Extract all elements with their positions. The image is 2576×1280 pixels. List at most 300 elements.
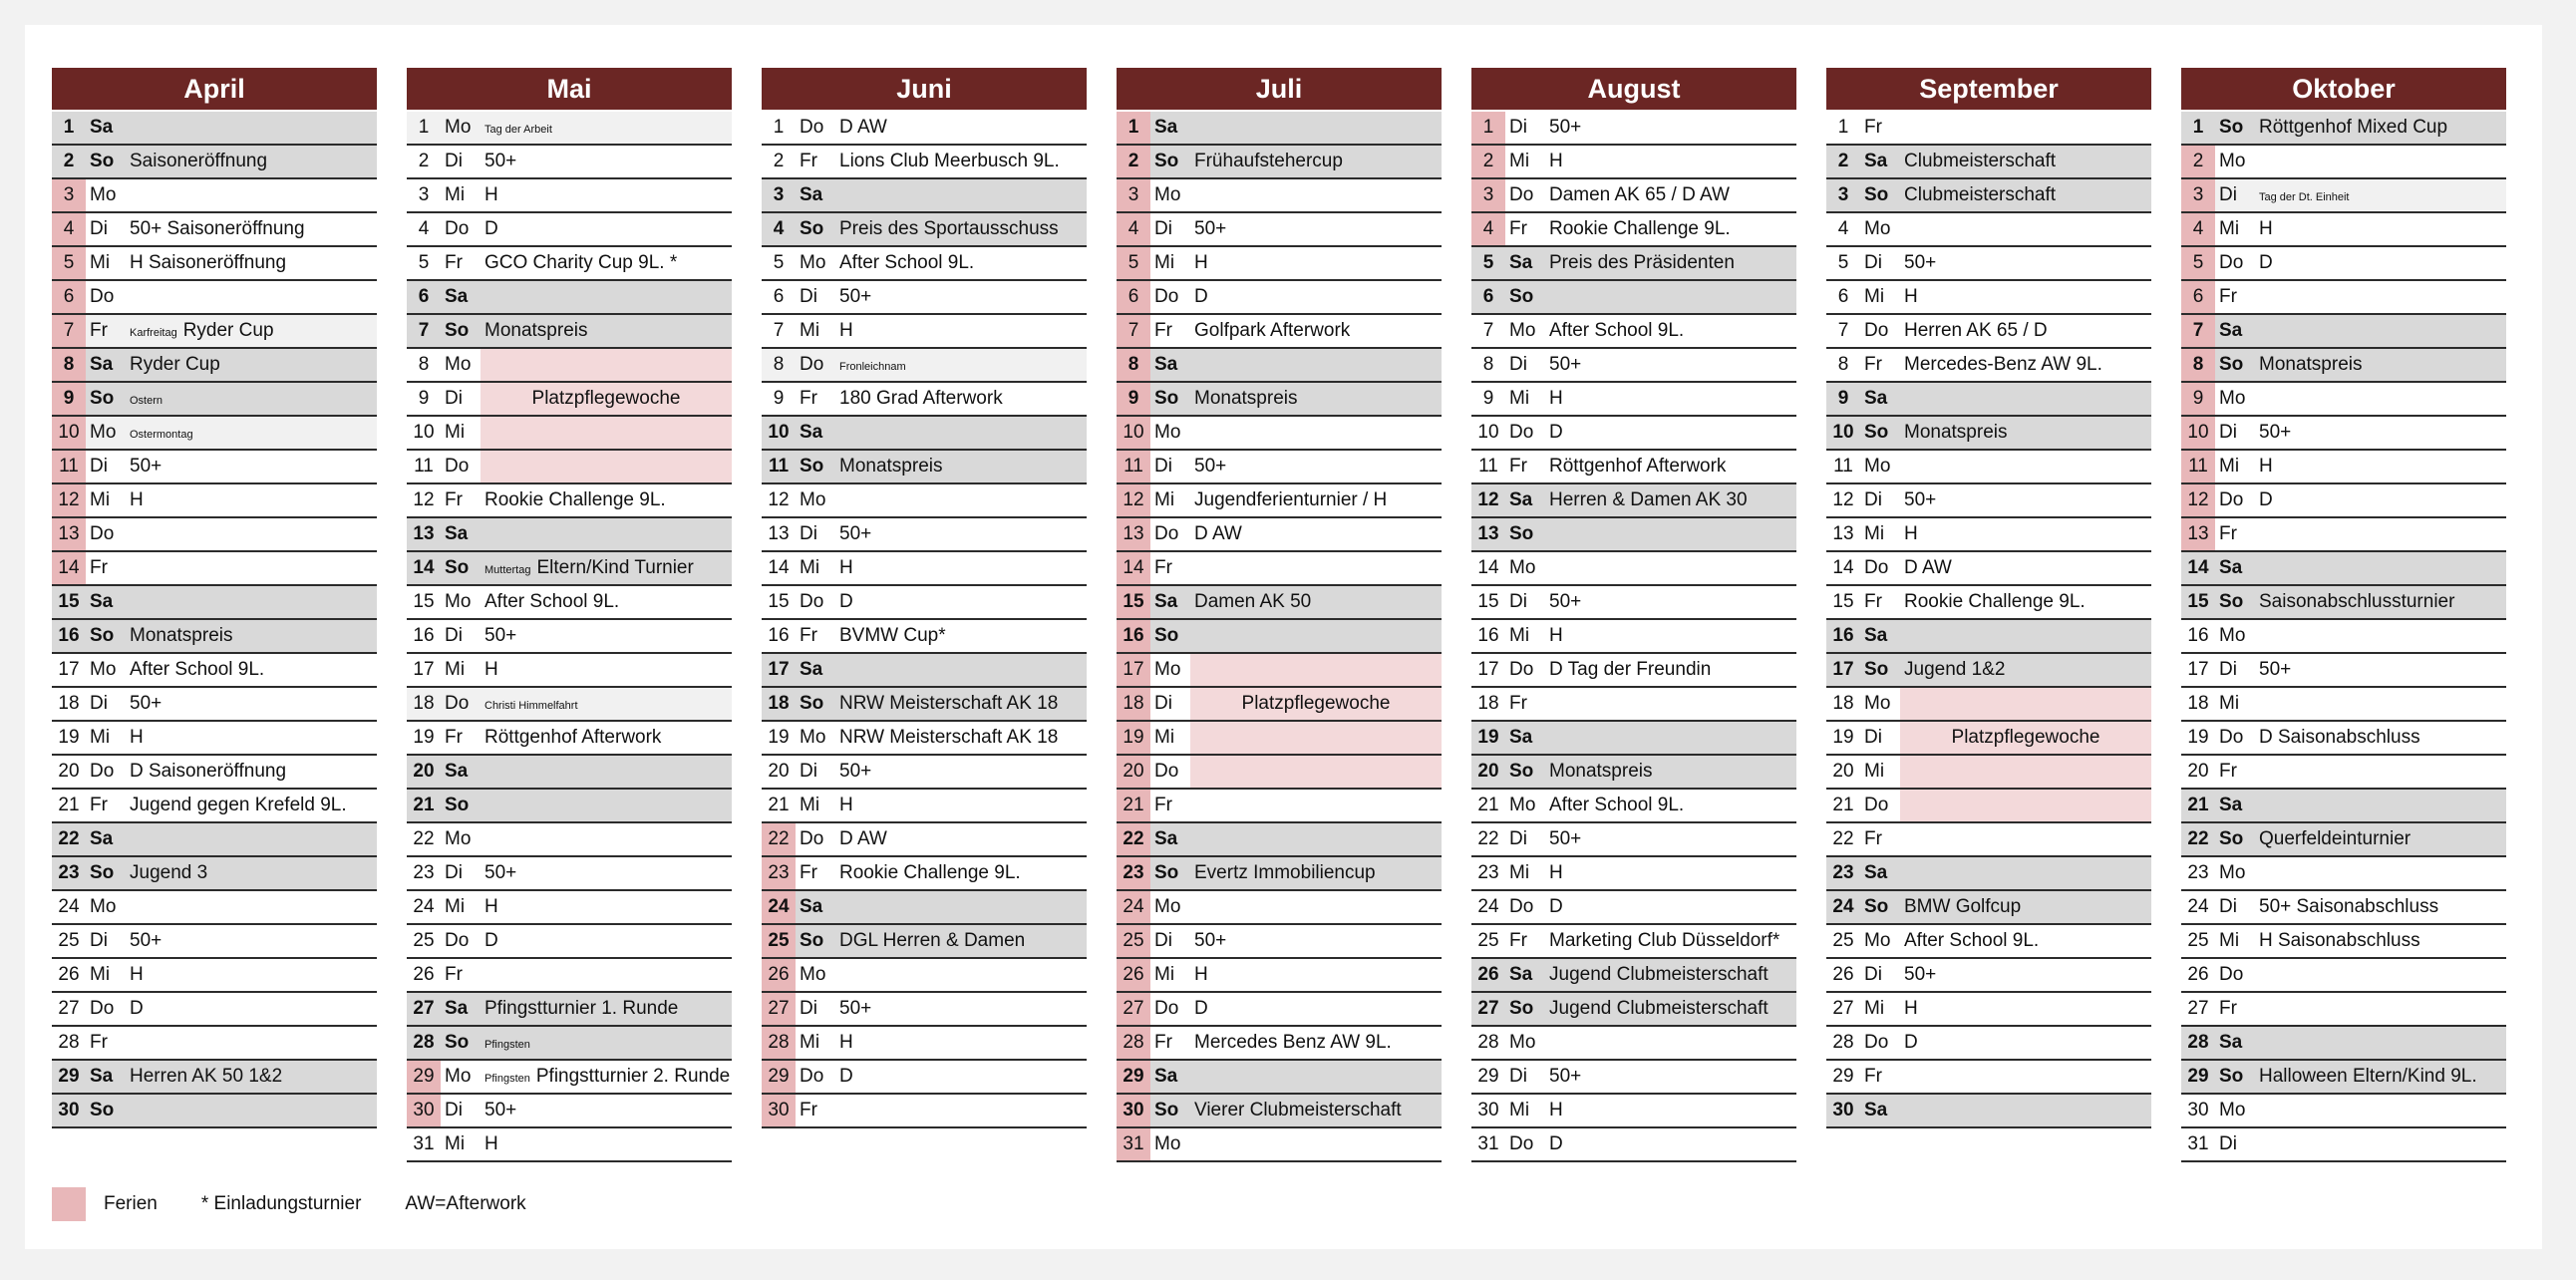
weekday: Sa (1154, 1066, 1178, 1087)
weekday: Mi (2219, 693, 2240, 714)
day-row (762, 823, 1087, 857)
day-number: 17 (2187, 659, 2209, 680)
weekday: Mo (1864, 930, 1891, 951)
platzpflege-label: Platzpflegewoche (1951, 727, 2100, 748)
day-number: 23 (762, 857, 796, 889)
day-row (2181, 756, 2506, 790)
weekday: Do (1154, 998, 1179, 1019)
day-number: 9 (1837, 388, 1849, 409)
day-number: 13 (1832, 523, 1854, 544)
day-number: 11 (768, 456, 790, 477)
day-number: 23 (2187, 862, 2209, 883)
weekday: Fr (800, 1100, 817, 1120)
day-number: 4 (1117, 213, 1150, 245)
event-text (1545, 795, 1796, 816)
day-number: 14 (768, 557, 790, 578)
event-label: D (1549, 1133, 1563, 1154)
day-row (407, 993, 732, 1027)
day-row (407, 620, 732, 654)
day-number: 19 (58, 727, 80, 748)
event-label: Herren & Damen AK 30 (1549, 489, 1748, 510)
event-text (481, 1032, 732, 1054)
day-number: 7 (773, 320, 785, 341)
day-row (1471, 451, 1796, 484)
day-row (1471, 1128, 1796, 1162)
weekday: Di (445, 862, 463, 883)
day-number: 2 (1471, 146, 1505, 177)
day-row (2181, 484, 2506, 518)
day-row (407, 959, 732, 993)
weekday: Do (1864, 795, 1889, 815)
weekday: Do (1509, 422, 1534, 443)
event-label: H (839, 557, 853, 578)
event-label: D (1194, 998, 1208, 1019)
weekday: Di (1864, 489, 1882, 510)
event-label: H (1904, 286, 1918, 307)
weekday: Di (1509, 117, 1527, 138)
event-label: Ryder Cup (182, 320, 274, 341)
day-number: 19 (413, 727, 435, 748)
weekday: So (1154, 1100, 1179, 1120)
weekday: Mi (2219, 930, 2240, 951)
event-text (1900, 422, 2151, 444)
weekday: Di (1864, 252, 1882, 273)
day-number: 29 (58, 1066, 80, 1087)
day-number: 10 (2181, 417, 2215, 449)
day-number: 10 (1477, 422, 1499, 443)
event-label: 50+ (839, 523, 872, 544)
day-number: 15 (1477, 591, 1499, 612)
event-text (835, 354, 1087, 376)
event-label: D (839, 591, 853, 612)
day-number: 2 (63, 151, 75, 171)
event-label: D (484, 218, 498, 239)
weekday: Do (1509, 659, 1534, 680)
event-label: Jugend gegen Krefeld 9L. (130, 795, 347, 815)
day-row (407, 1128, 732, 1162)
event-label: Saisonabschlussturnier (2259, 591, 2455, 612)
weekday: Mi (1509, 1100, 1530, 1120)
event-text (126, 795, 377, 816)
event-text (2255, 591, 2506, 613)
day-row (1117, 688, 1442, 722)
day-number: 24 (1832, 896, 1854, 917)
day-number: 6 (1837, 286, 1849, 307)
event-label: H (1549, 151, 1563, 171)
day-row (407, 484, 732, 518)
day-row (1117, 959, 1442, 993)
weekday: So (90, 625, 115, 646)
weekday: Mi (445, 1133, 466, 1154)
month-column (1117, 68, 1442, 1162)
event-text (126, 998, 377, 1020)
event-text (481, 252, 732, 274)
weekday: Fr (1864, 591, 1882, 612)
weekday: Do (2219, 252, 2244, 273)
event-label: NRW Meisterschaft AK 18 (839, 727, 1059, 748)
weekday: Do (1154, 286, 1179, 307)
day-row (1471, 1027, 1796, 1061)
day-number: 8 (2181, 349, 2215, 381)
weekday: Di (1154, 456, 1172, 477)
day-number: 26 (762, 959, 796, 991)
event-text (1190, 218, 1442, 240)
day-row (1826, 586, 2151, 620)
day-row (1826, 518, 2151, 552)
day-row (52, 654, 377, 688)
day-row (407, 451, 732, 484)
weekday: Di (445, 625, 463, 646)
day-row (1471, 823, 1796, 857)
weekday: Mi (90, 727, 111, 748)
month-column (2181, 68, 2506, 1162)
weekday: Sa (445, 998, 469, 1019)
day-row (52, 1061, 377, 1095)
day-row (52, 790, 377, 823)
day-row (1471, 790, 1796, 823)
event-text (1545, 184, 1796, 206)
event-text (481, 489, 732, 511)
day-number: 13 (768, 523, 790, 544)
day-row (762, 620, 1087, 654)
event-text (126, 320, 377, 342)
event-text (835, 998, 1087, 1020)
event-text (481, 417, 732, 449)
event-label: Jugend Clubmeisterschaft (1549, 998, 1769, 1019)
day-row (52, 383, 377, 417)
day-number: 24 (762, 891, 796, 923)
event-label: 50+ (1904, 252, 1937, 273)
day-row (52, 959, 377, 993)
day-row (52, 1027, 377, 1061)
weekday: So (2219, 591, 2244, 612)
event-label: Jugend Clubmeisterschaft (1549, 964, 1769, 985)
day-row (1117, 451, 1442, 484)
day-row (1826, 620, 2151, 654)
weekday: So (800, 456, 824, 477)
day-row (1117, 146, 1442, 179)
weekday: Do (2219, 964, 2244, 985)
weekday: Fr (1864, 117, 1882, 138)
day-row (52, 756, 377, 790)
weekday: Di (1509, 354, 1527, 375)
event-text (1900, 722, 2151, 754)
platzpflege-label: Platzpflegewoche (531, 388, 681, 409)
weekday: Do (90, 286, 115, 307)
weekday: Sa (90, 828, 114, 849)
event-text (126, 727, 377, 749)
event-text (1545, 659, 1796, 681)
day-row (52, 417, 377, 451)
weekday: Do (1864, 1032, 1889, 1053)
weekday: Mo (1864, 218, 1891, 239)
holiday-label: Pfingsten (484, 1039, 530, 1051)
weekday: Fr (1509, 456, 1527, 477)
event-label: 50+ Saisonabschluss (2259, 896, 2439, 917)
weekday: Mi (1864, 998, 1885, 1019)
day-row (52, 213, 377, 247)
day-row (1117, 112, 1442, 146)
day-row (52, 688, 377, 722)
day-row (2181, 790, 2506, 823)
event-label: H (1549, 862, 1563, 883)
day-row (1826, 722, 2151, 756)
day-number: 30 (1832, 1100, 1854, 1120)
event-label: Monatspreis (130, 625, 233, 646)
weekday: Fr (445, 727, 463, 748)
event-label: H (484, 659, 498, 680)
event-text (481, 930, 732, 952)
day-number: 24 (1117, 891, 1150, 923)
day-row (1826, 654, 2151, 688)
day-row (762, 722, 1087, 756)
event-label: Monatspreis (1194, 388, 1298, 409)
event-label: H (2259, 456, 2273, 477)
event-label: Mercedes-Benz AW 9L. (1904, 354, 2102, 375)
event-label: D (839, 1066, 853, 1087)
day-number: 1 (2192, 117, 2204, 138)
event-label: Röttgenhof Afterwork (1549, 456, 1727, 477)
event-label: BMW Golfcup (1904, 896, 2022, 917)
weekday: Mi (445, 896, 466, 917)
day-row (762, 247, 1087, 281)
day-row (1826, 349, 2151, 383)
day-row (407, 823, 732, 857)
day-row (1117, 925, 1442, 959)
event-text (126, 151, 377, 172)
event-label: After School 9L. (1904, 930, 2040, 951)
day-row (52, 451, 377, 484)
day-row (1471, 146, 1796, 179)
weekday: So (2219, 117, 2244, 138)
event-label: Jugend 1&2 (1904, 659, 2006, 680)
event-text (1190, 998, 1442, 1020)
weekday: Mo (90, 422, 117, 443)
weekday: So (90, 151, 115, 171)
day-number: 3 (2181, 179, 2215, 211)
event-text (1545, 489, 1796, 511)
day-number: 17 (768, 659, 790, 680)
day-row (2181, 112, 2506, 146)
event-label: Mercedes Benz AW 9L. (1194, 1032, 1392, 1053)
event-text (1190, 252, 1442, 274)
day-number: 25 (1117, 925, 1150, 957)
event-label: Monatspreis (2259, 354, 2363, 375)
day-number: 24 (58, 896, 80, 917)
weekday: Di (800, 998, 817, 1019)
event-text (835, 1032, 1087, 1054)
day-rows (2181, 112, 2506, 1162)
day-number: 31 (2187, 1133, 2209, 1154)
weekday: Mo (1864, 693, 1891, 714)
event-text (1190, 862, 1442, 884)
weekday: Sa (90, 1066, 114, 1087)
weekday: Mo (1154, 1133, 1181, 1154)
weekday: Mo (2219, 862, 2246, 883)
event-label: Rookie Challenge 9L. (484, 489, 666, 510)
day-number: 21 (413, 795, 435, 815)
event-text (1545, 761, 1796, 783)
event-text (835, 218, 1087, 240)
event-label: Damen AK 50 (1194, 591, 1312, 612)
day-row (52, 518, 377, 552)
event-label: H (484, 1133, 498, 1154)
day-number: 6 (1117, 281, 1150, 313)
weekday: Mo (800, 727, 826, 748)
event-text (1900, 896, 2151, 918)
event-text (835, 693, 1087, 715)
event-text (126, 964, 377, 986)
day-row (407, 722, 732, 756)
event-label: D (2259, 252, 2273, 273)
day-row (407, 1095, 732, 1128)
day-number: 7 (1117, 315, 1150, 347)
weekday: Sa (1509, 964, 1533, 985)
day-number: 8 (773, 354, 785, 375)
day-number: 26 (2187, 964, 2209, 985)
event-text (481, 727, 732, 749)
weekday: Sa (2219, 320, 2243, 341)
day-row (762, 281, 1087, 315)
event-label: Lions Club Meerbusch 9L. (839, 151, 1060, 171)
day-number: 20 (1477, 761, 1499, 782)
day-number: 12 (768, 489, 790, 510)
day-number: 3 (418, 184, 430, 205)
day-number: 23 (58, 862, 80, 883)
day-row (1471, 552, 1796, 586)
day-row (52, 993, 377, 1027)
day-row (1471, 993, 1796, 1027)
day-number: 27 (1832, 998, 1854, 1019)
event-label: After School 9L. (484, 591, 620, 612)
event-text (1545, 930, 1796, 952)
day-number: 23 (1832, 862, 1854, 883)
holiday-label: Tag der Dt. Einheit (2259, 191, 2350, 203)
day-rows (762, 112, 1087, 1128)
event-label: 50+ (839, 761, 872, 782)
day-number: 12 (1117, 484, 1150, 516)
event-label: D AW (839, 828, 887, 849)
event-text (2255, 354, 2506, 376)
day-number: 20 (413, 761, 435, 782)
event-label: 50+ (1194, 456, 1227, 477)
event-label: H (839, 795, 853, 815)
event-text (481, 659, 732, 681)
day-row (1117, 1128, 1442, 1162)
weekday: So (90, 1100, 115, 1120)
event-label: DGL Herren & Damen (839, 930, 1026, 951)
day-rows (1471, 112, 1796, 1162)
weekday: Sa (2219, 557, 2243, 578)
weekday: Mo (800, 489, 826, 510)
weekday: Fr (445, 964, 463, 985)
event-text (481, 625, 732, 647)
month-header: Oktober (2181, 68, 2506, 110)
day-number: 1 (418, 117, 430, 138)
event-text (1545, 388, 1796, 410)
day-number: 26 (1117, 959, 1150, 991)
day-row (407, 552, 732, 586)
day-number: 15 (413, 591, 435, 612)
weekday: Do (90, 523, 115, 544)
event-text (835, 523, 1087, 545)
event-text (481, 1133, 732, 1155)
day-row (1471, 925, 1796, 959)
event-text (2255, 184, 2506, 206)
event-text (126, 354, 377, 376)
day-row (2181, 417, 2506, 451)
event-text (481, 557, 732, 579)
day-row (1826, 213, 2151, 247)
event-text (481, 349, 732, 381)
day-row (1471, 484, 1796, 518)
day-number: 13 (52, 518, 86, 550)
day-number: 10 (52, 417, 86, 449)
day-number: 28 (1117, 1027, 1150, 1059)
event-label: Halloween Eltern/Kind 9L. (2259, 1066, 2477, 1087)
day-number: 23 (413, 862, 435, 883)
day-number: 16 (58, 625, 80, 646)
day-number: 9 (52, 383, 86, 415)
day-row (407, 857, 732, 891)
day-row (52, 1095, 377, 1128)
day-row (1471, 213, 1796, 247)
event-label: D Tag der Freundin (1549, 659, 1712, 680)
weekday: Fr (445, 489, 463, 510)
event-text (126, 252, 377, 274)
weekday: Sa (1509, 489, 1533, 510)
day-row (407, 518, 732, 552)
day-number: 5 (1117, 247, 1150, 279)
event-text (1190, 591, 1442, 613)
event-text (1545, 862, 1796, 884)
weekday: Mi (1154, 252, 1175, 273)
weekday: Di (2219, 422, 2237, 443)
weekday: Mi (800, 1032, 820, 1053)
day-number: 11 (52, 451, 86, 482)
day-number: 16 (1832, 625, 1854, 646)
weekday: Fr (2219, 523, 2237, 544)
weekday: So (90, 388, 115, 409)
event-label: 50+ (484, 862, 517, 883)
event-text (1190, 489, 1442, 511)
weekday: Mo (90, 896, 117, 917)
day-number: 18 (413, 693, 435, 714)
day-number: 18 (1832, 693, 1854, 714)
event-label: Querfeldeinturnier (2259, 828, 2412, 849)
event-label: H Saisoneröffnung (130, 252, 287, 273)
day-number: 17 (58, 659, 80, 680)
day-row (2181, 146, 2506, 179)
event-text (1545, 896, 1796, 918)
event-text (1545, 117, 1796, 139)
event-text (1545, 1133, 1796, 1155)
day-row (1117, 247, 1442, 281)
event-text (2255, 117, 2506, 139)
event-label: After School 9L. (130, 659, 265, 680)
day-row (52, 586, 377, 620)
weekday: So (1864, 184, 1889, 205)
day-number: 11 (414, 456, 434, 477)
day-row (1471, 756, 1796, 790)
day-row (2181, 722, 2506, 756)
day-number: 10 (1832, 422, 1854, 443)
day-row (1826, 925, 2151, 959)
day-number: 3 (1471, 179, 1505, 211)
event-label: H (839, 1032, 853, 1053)
day-number: 9 (773, 388, 785, 409)
day-number: 19 (1477, 727, 1499, 748)
